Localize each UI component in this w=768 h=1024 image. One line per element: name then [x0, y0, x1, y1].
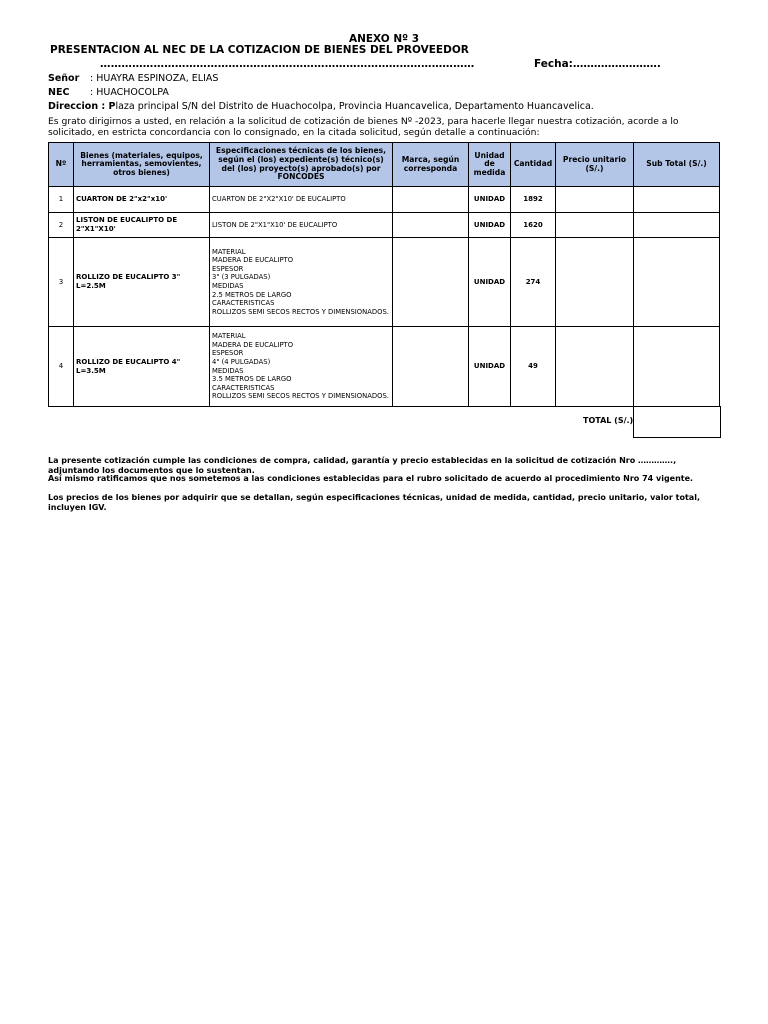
table-row [49, 327, 720, 407]
provider-name-blank: …………………………………………………………………………………………… [100, 58, 475, 70]
cell-marca[interactable] [393, 238, 469, 327]
cell-cantidad: 1620 [511, 213, 556, 238]
ratification-paragraph: Así mismo ratificamos que nos sometemos a las condiciones establecidas para el rubro solicitado de acuerdo al procedimiento Nro 74 vigente. [48, 474, 694, 483]
cell-unidad: UNIDAD [469, 238, 511, 327]
cell-subtotal[interactable] [634, 238, 720, 327]
header-unidad: Unidad de medida [469, 143, 511, 187]
cell-cantidad: 49 [511, 327, 556, 407]
cell-marca[interactable] [393, 213, 469, 238]
nec-value: : HUACHOCOLPA [90, 87, 169, 98]
senor-value: : HUAYRA ESPINOZA, ELIAS [90, 73, 219, 84]
cell-subtotal[interactable] [634, 213, 720, 238]
cell-no: 2 [49, 213, 74, 238]
cell-unidad: UNIDAD [469, 213, 511, 238]
cell-unidad: UNIDAD [469, 327, 511, 407]
recipient-row [48, 73, 218, 84]
quotation-table [48, 142, 720, 407]
table-header-row [49, 143, 720, 187]
intro-paragraph: Es grato dirigirnos a usted, en relación a la solicitud de cotización de bienes Nº -2023, para hacerle llegar nuestra cotización, acorde a lo solicitado, en estricta concordancia con lo consignado, en la citada solicitud, según detalle a continuación: [48, 116, 679, 138]
total-label: TOTAL (S/.) [583, 416, 634, 425]
cell-cantidad: 1892 [511, 187, 556, 213]
total-value-box[interactable] [633, 406, 721, 438]
cell-spec: MATERIAL MADERA DE EUCALIPTO ESPESOR 4" (4 PULGADAS) MEDIDAS 3.5 METROS DE LARGO CARACTERISTICAS ROLLIZOS SEMI SECOS RECTOS Y DIMENSIONADOS. [210, 327, 393, 407]
header-precio: Precio unitario (S/.) [556, 143, 634, 187]
cell-marca[interactable] [393, 187, 469, 213]
header-subtotal: Sub Total (S/.) [634, 143, 720, 187]
table-row [49, 187, 720, 213]
cell-unidad: UNIDAD [469, 187, 511, 213]
direccion-label: Direccion : P [48, 101, 116, 112]
direccion-value: laza principal S/N del Distrito de Huachocolpa, Provincia Huancavelica, Departamento Huancavelica. [115, 101, 594, 112]
table-row [49, 213, 720, 238]
header-marca: Marca, según corresponda [393, 143, 469, 187]
cell-bien: LISTON DE EUCALIPTO DE 2"X1"X10' [74, 213, 210, 238]
nec-row [48, 87, 169, 98]
cell-precio[interactable] [556, 187, 634, 213]
header-cantidad: Cantidad [511, 143, 556, 187]
cell-marca[interactable] [393, 327, 469, 407]
cell-bien: CUARTON DE 2"x2"x10' [74, 187, 210, 213]
cell-bien: ROLLIZO DE EUCALIPTO 4" L=3.5M [74, 327, 210, 407]
cell-precio[interactable] [556, 213, 634, 238]
cell-precio[interactable] [556, 238, 634, 327]
cell-no: 3 [49, 238, 74, 327]
nec-label: NEC [48, 87, 70, 98]
cell-spec: LISTON DE 2"X1"X10' DE EUCALIPTO [210, 213, 393, 238]
document-title: ANEXO Nº 3 [348, 33, 420, 45]
cell-spec: CUARTON DE 2"X2"X10' DE EUCALIPTO [210, 187, 393, 213]
compliance-paragraph: La presente cotización cumple las condiciones de compra, calidad, garantía y precio establecidas en la solicitud de cotización Nro …………., adjuntando los documentos que lo sustentan. [48, 456, 677, 475]
cell-subtotal[interactable] [634, 187, 720, 213]
date-field: Fecha:……………………. [534, 58, 661, 70]
header-bienes: Bienes (materiales, equipos, herramientas, semovientes, otros bienes) [74, 143, 210, 187]
igv-paragraph: Los precios de los bienes por adquirir que se detallan, según especificaciones técnicas, unidad de medida, cantidad, precio unitario, valor total, incluyen IGV. [48, 493, 700, 512]
cell-bien: ROLLIZO DE EUCALIPTO 3" L=2.5M [74, 238, 210, 327]
cell-no: 1 [49, 187, 74, 213]
header-no: Nº [49, 143, 74, 187]
cell-precio[interactable] [556, 327, 634, 407]
senor-label: Señor [48, 73, 80, 84]
header-especificaciones: Especificaciones técnicas de los bienes, según el (los) expediente(s) técnico(s) del (los) proyecto(s) aprobado(s) por FONCODES [210, 143, 393, 187]
address-row [48, 101, 594, 112]
cell-no: 4 [49, 327, 74, 407]
cell-cantidad: 274 [511, 238, 556, 327]
cell-subtotal[interactable] [634, 327, 720, 407]
cell-spec: MATERIAL MADERA DE EUCALIPTO ESPESOR 3" (3 PULGADAS) MEDIDAS 2.5 METROS DE LARGO CARACTERISTICAS ROLLIZOS SEMI SECOS RECTOS Y DIMENSIONADOS. [210, 238, 393, 327]
document-subtitle: PRESENTACION AL NEC DE LA COTIZACION DE BIENES DEL PROVEEDOR [50, 44, 469, 56]
table-row [49, 238, 720, 327]
